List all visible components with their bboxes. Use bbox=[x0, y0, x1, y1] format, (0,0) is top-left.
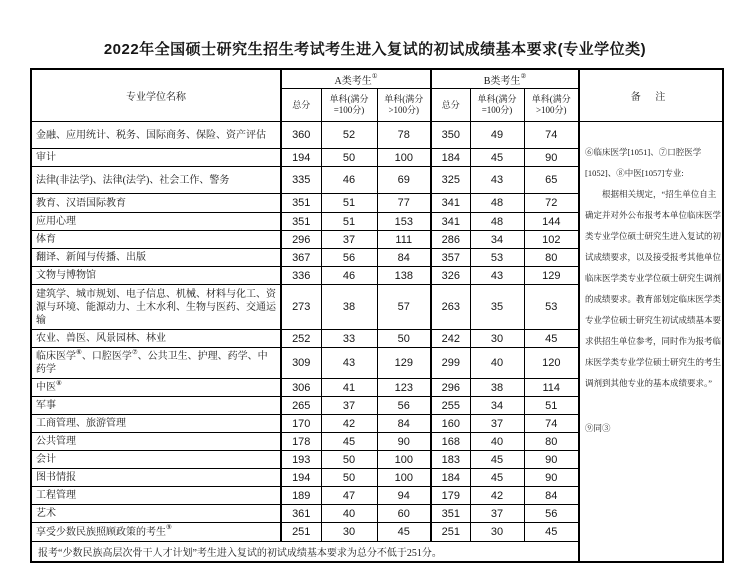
score-cell: 45 bbox=[470, 451, 524, 469]
score-cell: 78 bbox=[377, 122, 431, 149]
program-name-cell: 建筑学、城市规划、电子信息、机械、材料与化工、资源与环境、能源动力、土木水利、生物与医药、交通运输 bbox=[31, 285, 281, 330]
score-cell: 34 bbox=[470, 397, 524, 415]
score-cell: 178 bbox=[281, 433, 321, 451]
score-cell: 251 bbox=[281, 523, 321, 542]
score-cell: 47 bbox=[321, 487, 377, 505]
remark-note-line: ⑨同③ bbox=[585, 423, 611, 433]
remark-line: 床医学类专业学位硕士研究生的考生 bbox=[585, 357, 722, 367]
remark-line: 根据相关规定，“招生单位自主 bbox=[602, 189, 717, 199]
score-cell: 351 bbox=[431, 505, 470, 523]
remark-line: 临床医学类专业学位硕士研究生调剂 bbox=[585, 273, 722, 283]
program-name-cell: 教育、汉语国际教育 bbox=[31, 194, 281, 213]
score-cell: 252 bbox=[281, 330, 321, 348]
score-cell: 30 bbox=[470, 330, 524, 348]
score-cell: 309 bbox=[281, 348, 321, 379]
score-cell: 37 bbox=[321, 231, 377, 249]
header-single-over100-b: 单科(满分>100分) bbox=[524, 89, 579, 122]
score-cell: 90 bbox=[377, 433, 431, 451]
score-cell: 38 bbox=[470, 379, 524, 397]
score-cell: 45 bbox=[321, 433, 377, 451]
program-name-cell: 法律(非法学)、法律(法学)、社会工作、警务 bbox=[31, 167, 281, 194]
score-cell: 48 bbox=[470, 194, 524, 213]
score-cell: 84 bbox=[377, 415, 431, 433]
program-name-cell: 工商管理、旅游管理 bbox=[31, 415, 281, 433]
score-cell: 50 bbox=[377, 330, 431, 348]
score-cell: 49 bbox=[470, 122, 524, 149]
score-cell: 296 bbox=[281, 231, 321, 249]
score-cell: 114 bbox=[524, 379, 579, 397]
score-cell: 111 bbox=[377, 231, 431, 249]
program-name-cell: 图书情报 bbox=[31, 469, 281, 487]
score-cell: 90 bbox=[524, 451, 579, 469]
score-cell: 37 bbox=[321, 397, 377, 415]
score-cell: 183 bbox=[431, 451, 470, 469]
score-cell: 50 bbox=[321, 149, 377, 167]
header-remarks: 备 注 bbox=[579, 69, 723, 122]
score-cell: 251 bbox=[431, 523, 470, 542]
program-name-cell: 翻译、新闻与传播、出版 bbox=[31, 249, 281, 267]
header-single100-a: 单科(满分=100分) bbox=[321, 89, 377, 122]
header-single-over100-a: 单科(满分>100分) bbox=[377, 89, 431, 122]
score-cell: 360 bbox=[281, 122, 321, 149]
score-cell: 341 bbox=[431, 213, 470, 231]
score-cell: 326 bbox=[431, 267, 470, 285]
score-cell: 72 bbox=[524, 194, 579, 213]
score-cell: 160 bbox=[431, 415, 470, 433]
score-cell: 336 bbox=[281, 267, 321, 285]
remark-line: 确定并对外公布报考本单位临床医学 bbox=[585, 210, 722, 220]
score-cell: 51 bbox=[524, 397, 579, 415]
score-cell: 325 bbox=[431, 167, 470, 194]
program-name-cell: 会计 bbox=[31, 451, 281, 469]
score-cell: 357 bbox=[431, 249, 470, 267]
document-title: 2022年全国硕士研究生招生考试考生进入复试的初试成绩基本要求(专业学位类) bbox=[103, 41, 647, 58]
score-cell: 56 bbox=[524, 505, 579, 523]
header-row-groups bbox=[31, 69, 723, 89]
score-cell: 367 bbox=[281, 249, 321, 267]
remarks-cell bbox=[579, 122, 723, 563]
score-cell: 350 bbox=[431, 122, 470, 149]
remark-line: 类专业学位硕士研究生进入复试的初 bbox=[585, 231, 722, 241]
program-name-cell: 公共管理 bbox=[31, 433, 281, 451]
header-total-a: 总分 bbox=[281, 89, 321, 122]
score-cell: 51 bbox=[321, 213, 377, 231]
score-cell: 53 bbox=[470, 249, 524, 267]
score-cell: 41 bbox=[321, 379, 377, 397]
score-cell: 129 bbox=[524, 267, 579, 285]
score-cell: 45 bbox=[470, 469, 524, 487]
score-cell: 194 bbox=[281, 469, 321, 487]
score-cell: 306 bbox=[281, 379, 321, 397]
score-cell: 351 bbox=[281, 194, 321, 213]
program-name-cell: 享受少数民族照顾政策的考生⑨ bbox=[31, 523, 281, 542]
score-cell: 265 bbox=[281, 397, 321, 415]
score-cell: 170 bbox=[281, 415, 321, 433]
score-cell: 80 bbox=[524, 433, 579, 451]
program-name-cell: 农业、兽医、风景园林、林业 bbox=[31, 330, 281, 348]
program-name-cell: 文物与博物馆 bbox=[31, 267, 281, 285]
score-cell: 65 bbox=[524, 167, 579, 194]
remark-line: 调剂到其他专业的基本成绩要求。” bbox=[585, 378, 713, 388]
score-table bbox=[30, 68, 724, 563]
remark-line: 求供招生单位参考，同时作为报考临 bbox=[585, 336, 722, 346]
score-cell: 51 bbox=[321, 194, 377, 213]
score-cell: 30 bbox=[470, 523, 524, 542]
score-cell: 33 bbox=[321, 330, 377, 348]
score-cell: 57 bbox=[377, 285, 431, 330]
score-cell: 43 bbox=[470, 167, 524, 194]
score-cell: 37 bbox=[470, 415, 524, 433]
header-single100-b: 单科(满分=100分) bbox=[470, 89, 524, 122]
score-cell: 90 bbox=[524, 469, 579, 487]
score-cell: 52 bbox=[321, 122, 377, 149]
header-degree-name: 专业学位名称 bbox=[31, 69, 281, 122]
program-name-cell: 体育 bbox=[31, 231, 281, 249]
score-cell: 37 bbox=[470, 505, 524, 523]
score-cell: 45 bbox=[377, 523, 431, 542]
score-cell: 48 bbox=[470, 213, 524, 231]
score-cell: 40 bbox=[470, 348, 524, 379]
score-cell: 129 bbox=[377, 348, 431, 379]
score-cell: 299 bbox=[431, 348, 470, 379]
program-name-cell: 金融、应用统计、税务、国际商务、保险、资产评估 bbox=[31, 122, 281, 149]
score-cell: 45 bbox=[470, 149, 524, 167]
remark-line: ⑥临床医学[1051]、⑦口腔医学 bbox=[585, 147, 702, 157]
score-cell: 102 bbox=[524, 231, 579, 249]
score-cell: 35 bbox=[470, 285, 524, 330]
score-cell: 184 bbox=[431, 149, 470, 167]
score-cell: 184 bbox=[431, 469, 470, 487]
score-cell: 53 bbox=[524, 285, 579, 330]
score-cell: 77 bbox=[377, 194, 431, 213]
score-cell: 179 bbox=[431, 487, 470, 505]
score-cell: 40 bbox=[470, 433, 524, 451]
score-cell: 40 bbox=[321, 505, 377, 523]
score-cell: 56 bbox=[377, 397, 431, 415]
score-cell: 100 bbox=[377, 149, 431, 167]
score-cell: 194 bbox=[281, 149, 321, 167]
score-cell: 335 bbox=[281, 167, 321, 194]
score-cell: 42 bbox=[470, 487, 524, 505]
score-cell: 286 bbox=[431, 231, 470, 249]
score-cell: 189 bbox=[281, 487, 321, 505]
score-cell: 43 bbox=[321, 348, 377, 379]
score-cell: 74 bbox=[524, 415, 579, 433]
score-cell: 273 bbox=[281, 285, 321, 330]
score-cell: 193 bbox=[281, 451, 321, 469]
score-cell: 46 bbox=[321, 267, 377, 285]
header-group-a: A类考生① bbox=[281, 69, 431, 89]
score-cell: 144 bbox=[524, 213, 579, 231]
program-name-cell: 中医⑧ bbox=[31, 379, 281, 397]
score-cell: 45 bbox=[524, 523, 579, 542]
table-row bbox=[31, 122, 723, 149]
score-cell: 100 bbox=[377, 469, 431, 487]
score-cell: 120 bbox=[524, 348, 579, 379]
program-name-cell: 工程管理 bbox=[31, 487, 281, 505]
score-cell: 341 bbox=[431, 194, 470, 213]
score-cell: 255 bbox=[431, 397, 470, 415]
remark-line: [1052]、⑧中医[1057]专业: bbox=[585, 168, 684, 178]
score-cell: 84 bbox=[524, 487, 579, 505]
score-cell: 38 bbox=[321, 285, 377, 330]
score-cell: 43 bbox=[470, 267, 524, 285]
score-cell: 69 bbox=[377, 167, 431, 194]
score-cell: 46 bbox=[321, 167, 377, 194]
score-cell: 100 bbox=[377, 451, 431, 469]
score-cell: 94 bbox=[377, 487, 431, 505]
score-cell: 90 bbox=[524, 149, 579, 167]
score-cell: 34 bbox=[470, 231, 524, 249]
score-cell: 351 bbox=[281, 213, 321, 231]
score-cell: 153 bbox=[377, 213, 431, 231]
score-cell: 80 bbox=[524, 249, 579, 267]
score-cell: 242 bbox=[431, 330, 470, 348]
score-cell: 50 bbox=[321, 469, 377, 487]
score-cell: 42 bbox=[321, 415, 377, 433]
header-group-b: B类考生② bbox=[431, 69, 579, 89]
program-name-cell: 应用心理 bbox=[31, 213, 281, 231]
score-cell: 168 bbox=[431, 433, 470, 451]
remark-line: 试成绩要求，以及接受报考其他单位 bbox=[585, 252, 722, 262]
score-cell: 50 bbox=[321, 451, 377, 469]
score-cell: 84 bbox=[377, 249, 431, 267]
score-cell: 56 bbox=[321, 249, 377, 267]
score-cell: 74 bbox=[524, 122, 579, 149]
header-total-b: 总分 bbox=[431, 89, 470, 122]
program-name-cell: 军事 bbox=[31, 397, 281, 415]
score-cell: 30 bbox=[321, 523, 377, 542]
footnote-text: 报考“少数民族高层次骨干人才计划”考生进入复试的初试成绩基本要求为总分不低于251分。 bbox=[31, 542, 579, 563]
program-name-cell: 临床医学⑥、口腔医学⑦、公共卫生、护理、药学、中药学 bbox=[31, 348, 281, 379]
score-cell: 123 bbox=[377, 379, 431, 397]
remark-line: 的成绩要求。教育部划定临床医学类 bbox=[585, 294, 722, 304]
program-name-cell: 艺术 bbox=[31, 505, 281, 523]
score-cell: 60 bbox=[377, 505, 431, 523]
score-cell: 138 bbox=[377, 267, 431, 285]
score-cell: 263 bbox=[431, 285, 470, 330]
score-cell: 296 bbox=[431, 379, 470, 397]
remark-line: 专业学位硕士研究生初试成绩基本要 bbox=[585, 315, 722, 325]
score-cell: 361 bbox=[281, 505, 321, 523]
score-cell: 45 bbox=[524, 330, 579, 348]
program-name-cell: 审计 bbox=[31, 149, 281, 167]
